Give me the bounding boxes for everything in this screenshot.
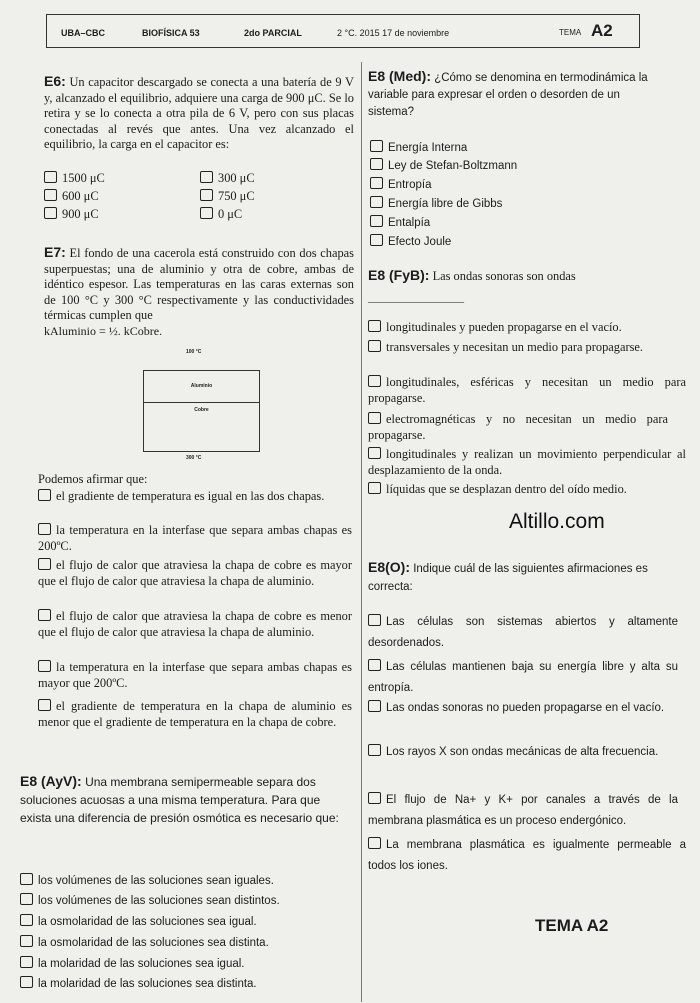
e8fyb-label: E8 (FyB): [368,267,430,283]
e8o-option[interactable]: Las células mantienen baja su energía libre y alta su entropía. [368,661,678,694]
checkbox[interactable] [200,189,213,201]
checkbox[interactable] [370,234,383,246]
exam-date: 2 °C. 2015 17 de noviembre [337,28,450,38]
e8ayv-option[interactable]: la osmolaridad de las soluciones sea igual. [20,914,257,928]
e8med-option[interactable]: Entropía [370,177,431,191]
exam-name: 2do PARCIAL [244,28,302,38]
checkbox[interactable] [370,158,383,170]
checkbox[interactable] [368,482,381,494]
checkbox[interactable] [370,177,383,189]
e8med-option[interactable]: Energía Interna [370,140,467,154]
e7-option[interactable]: el gradiente de temperatura es igual en las dos chapas. [38,489,352,505]
checkbox[interactable] [368,614,381,626]
e6-option[interactable]: 600 μC [44,189,99,204]
e8med-option[interactable]: Entalpía [370,215,430,229]
e8ayv-option[interactable]: la osmolaridad de las soluciones sea distinta. [20,935,269,949]
e8med-text: ¿Cómo se denomina en termodinámica la variable para expresar el orden o desorden de un sistema? [368,72,648,118]
e8fyb-blank: ________________ [368,290,464,304]
checkbox[interactable] [368,340,381,352]
checkbox[interactable] [370,196,383,208]
e7-option[interactable]: el flujo de calor que atraviesa la chapa de cobre es mayor que el flujo de calor que atraviesa la chapa de aluminio. [38,558,352,588]
top-temperature: 100 °C [186,349,202,355]
e6-option[interactable]: 0 μC [200,207,242,222]
checkbox[interactable] [20,914,33,926]
e6-label: E6: [44,73,66,89]
e8o-text: Indique cuál de las siguientes afirmaciones es correcta: [368,563,648,593]
checkbox[interactable] [368,792,381,804]
checkbox[interactable] [368,700,381,712]
e8med-option[interactable]: Efecto Joule [370,234,451,248]
checkbox[interactable] [38,523,51,535]
e8fyb-option[interactable]: longitudinales y realizan un movimiento perpendicular al desplazamiento de la onda. [368,447,686,477]
e8o-statement [368,558,688,596]
e6-option[interactable]: 300 μC [200,171,255,186]
checkbox[interactable] [20,976,33,988]
subject: BIOFÍSICA 53 [142,28,200,38]
e8ayv-option[interactable]: la molaridad de las soluciones sea igual. [20,956,244,970]
e8fyb-statement [368,267,668,284]
e8o-option[interactable]: Las ondas sonoras no pueden propagarse en el vacío. [368,698,678,719]
e8fyb-option[interactable]: transversales y necesitan un medio para propagarse. [368,340,668,356]
e8med-statement [368,68,668,121]
column-divider [361,62,362,1002]
e7-text: El fondo de una cacerola está construido con dos chapas superpuestas; una de aluminio y otra de cobre, ambas de idéntico espesor. Las temperaturas en las caras externas son de 100 °C y 300 °C respectivamente y las conductividades térmicas cumplen que [44,246,355,323]
bottom-temperature: 300 °C [186,455,202,461]
checkbox[interactable] [38,660,51,672]
checkbox[interactable] [370,140,383,152]
checkbox[interactable] [368,837,381,849]
checkbox[interactable] [44,189,57,201]
e8ayv-option[interactable]: los volúmenes de las soluciones sean iguales. [20,873,274,887]
e8fyb-option[interactable]: longitudinales y pueden propagarse en el vacío. [368,320,686,336]
e8o-option[interactable]: Las células son sistemas abiertos y altamente desordenados. [368,616,678,649]
e7-option[interactable]: la temperatura en la interfase que separa ambas chapas es 200ºC. [38,523,352,553]
checkbox[interactable] [368,659,381,671]
checkbox[interactable] [44,171,57,183]
exam-header [46,14,640,48]
e8ayv-statement [20,772,350,827]
footer-tema: TEMA A2 [535,916,609,935]
checkbox[interactable] [200,207,213,219]
e8o-option[interactable]: El flujo de Na+ y K+ por canales a través de la membrana plasmática es un proceso endergónico. [368,794,678,827]
e7-option[interactable]: el gradiente de temperatura en la chapa de aluminio es menor que el gradiente de temperatura en la chapa de cobre. [38,699,352,729]
e8med-label: E8 (Med): [368,68,431,84]
checkbox[interactable] [20,956,33,968]
e6-option[interactable]: 900 μC [44,207,99,222]
checkbox[interactable] [20,893,33,905]
e8ayv-option[interactable]: la molaridad de las soluciones sea distinta. [20,976,257,990]
tema-label: TEMA [559,28,582,37]
e8o-option[interactable]: Los rayos X son ondas mecánicas de alta frecuencia. [368,742,678,763]
e8ayv-label: E8 (AyV): [20,773,82,789]
tema-code: A2 [591,21,613,40]
e8ayv-option[interactable]: los volúmenes de las soluciones sean distintos. [20,893,280,907]
e6-statement [44,74,354,153]
checkbox[interactable] [38,699,51,711]
e7-statement [44,245,354,324]
checkbox[interactable] [44,207,57,219]
e8med-option[interactable]: Ley de Stefan-Boltzmann [370,158,517,172]
e8fyb-option[interactable]: electromagnéticas y no necesitan un medio para propagarse. [368,412,668,442]
watermark: Altillo.com [509,510,605,533]
e8fyb-option[interactable]: líquidas que se desplazan dentro del oído medio. [368,482,668,498]
checkbox[interactable] [38,489,51,501]
e8fyb-option[interactable]: longitudinales, esféricas y necesitan un medio para propagarse. [368,375,686,405]
e7-lead: Podemos afirmar que: [38,472,148,486]
checkbox[interactable] [200,171,213,183]
checkbox[interactable] [368,375,381,387]
e6-option[interactable]: 750 μC [200,189,255,204]
e8fyb-text: Las ondas sonoras son ondas [432,269,576,283]
checkbox[interactable] [368,744,381,756]
e7-label: E7: [44,244,66,260]
checkbox[interactable] [38,609,51,621]
copper-plate: Cobre [194,407,209,413]
e7-formula: kAluminio = ½. kCobre. [44,324,163,338]
e7-option[interactable]: la temperatura en la interfase que separa ambas chapas es mayor que 200ºC. [38,660,352,690]
e7-option[interactable]: el flujo de calor que atraviesa la chapa de cobre es menor que el flujo de calor que atraviesa la chapa de aluminio. [38,609,352,639]
checkbox[interactable] [368,320,381,332]
e8o-label: E8(O): [368,559,410,575]
checkbox[interactable] [368,412,381,424]
checkbox[interactable] [20,873,33,885]
plates-diagram [143,370,260,452]
aluminum-plate: Aluminio [144,371,259,403]
e6-text: Un capacitor descargado se conecta a una batería de 9 V y, alcanzado el equilibrio, adquiere una carga de 900 μC. Se lo retira y se lo conecta a otra pila de 6 V, pero con sus placas conectadas al revés que antes. Una vez alcanzado el equilibrio, la carga en el capacitor es: [44,75,354,152]
checkbox[interactable] [20,935,33,947]
checkbox[interactable] [368,447,381,459]
e8o-option[interactable]: La membrana plasmática es igualmente permeable a todos los iones. [368,839,686,872]
institution: UBA–CBC [61,28,106,38]
e6-option[interactable]: 1500 μC [44,171,105,186]
checkbox[interactable] [38,558,51,570]
e8med-option[interactable]: Energía libre de Gibbs [370,196,502,210]
checkbox[interactable] [370,215,383,227]
e8ayv-text: Una membrana semipermeable separa dos soluciones acuosas a una misma temperatura. Para que exista una diferencia de presión osmótica es necesario que: [20,775,339,825]
